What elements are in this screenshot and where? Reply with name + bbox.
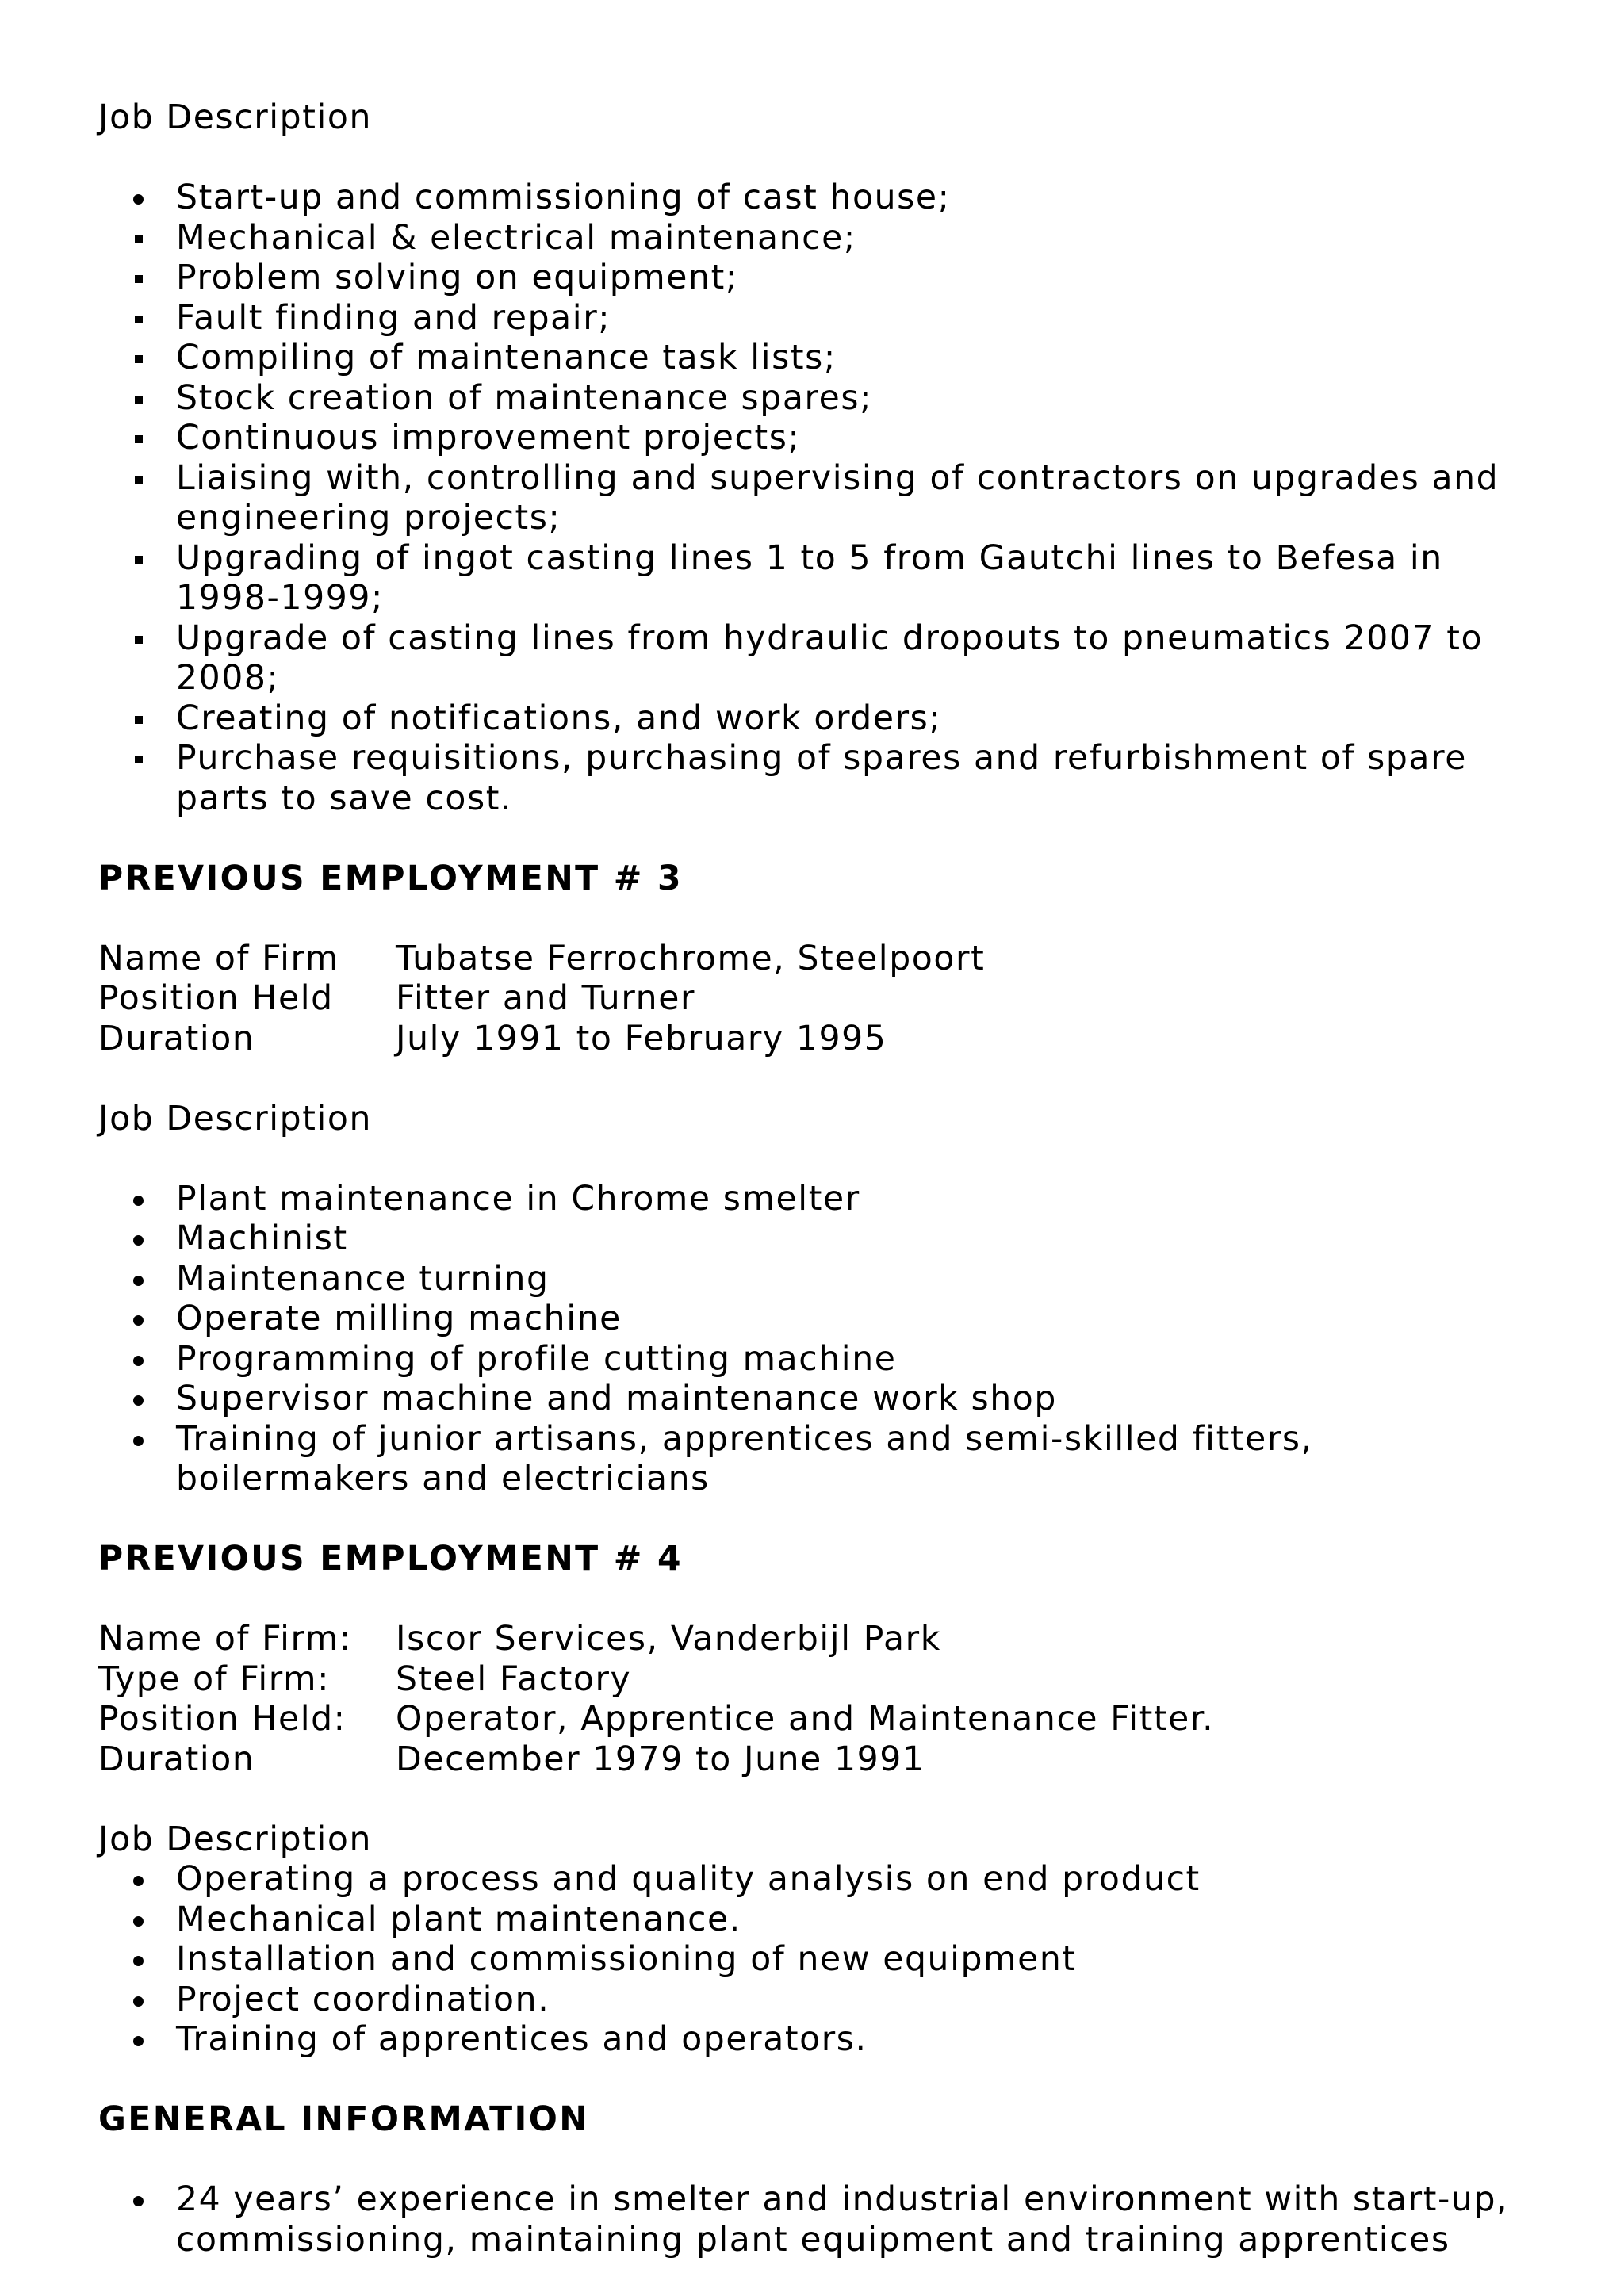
list-item: Start-up and commissioning of cast house; [176, 178, 951, 217]
field-value: Operator, Apprentice and Maintenance Fitter. [396, 1700, 1215, 1739]
list-item: Problem solving on equipment; [176, 258, 738, 297]
field-row [98, 1020, 1542, 1060]
list-item: Operate milling machine [176, 1299, 622, 1338]
section-heading-general-information: GENERAL INFORMATION [98, 2100, 590, 2139]
field-row [98, 1660, 1542, 1701]
field-value: July 1991 to February 1995 [396, 1019, 887, 1058]
field-label: Position Held [98, 979, 334, 1018]
field-value: Steel Factory [396, 1659, 632, 1699]
list-item: Mechanical & electrical maintenance; [176, 218, 856, 258]
field-value: Iscor Services, Vanderbijl Park [396, 1620, 941, 1659]
list-item: Training of junior artisans, apprentices and semi-skilled fitters, boilermakers and electricians [176, 1419, 1313, 1498]
list-item: Upgrade of casting lines from hydraulic dropouts to pneumatics 2007 to 2008; [176, 618, 1484, 698]
field-row [98, 1700, 1542, 1740]
list-item: Compiling of maintenance task lists; [176, 339, 837, 377]
list-item: Liaising with, controlling and supervising of contractors on upgrades and engineering projects; [176, 458, 1500, 538]
job-description-title: Job Description [98, 1099, 373, 1138]
field-label: Name of Firm: [98, 1620, 352, 1659]
list-item: Continuous improvement projects; [176, 419, 801, 457]
job-description-list [98, 178, 1542, 819]
field-label: Position Held: [98, 1700, 347, 1739]
field-value: December 1979 to June 1991 [396, 1739, 925, 1779]
list-item: Operating a process and quality analysis on end product [176, 1860, 1201, 1899]
general-information-list [98, 2180, 1542, 2260]
list-item: Project coordination. [176, 1980, 550, 2019]
resume-content [98, 98, 1542, 2260]
job-description-title: Job Description [98, 98, 373, 137]
section-heading-employment-3: PREVIOUS EMPLOYMENT # 3 [98, 859, 683, 898]
field-label: Duration [98, 1739, 255, 1779]
field-row [98, 1620, 1542, 1660]
list-item: Supervisor machine and maintenance work shop [176, 1380, 1057, 1418]
list-item: 24 years’ experience in smelter and industrial environment with start-up, commissioning, maintaining plant equipment and training apprentices [176, 2180, 1509, 2260]
field-row [98, 1740, 1542, 1781]
field-value: Fitter and Turner [396, 979, 696, 1018]
field-value: Tubatse Ferrochrome, Steelpoort [396, 939, 986, 978]
list-item: Fault finding and repair; [176, 298, 611, 338]
list-item: Plant maintenance in Chrome smelter [176, 1179, 860, 1219]
field-row [98, 939, 1542, 980]
list-item: Installation and commissioning of new equipment [176, 1940, 1077, 1979]
list-item: Machinist [176, 1219, 348, 1258]
job-description-list [98, 1860, 1542, 2061]
list-item: Training of apprentices and operators. [176, 2020, 868, 2059]
field-label: Duration [98, 1019, 255, 1058]
list-item: Programming of profile cutting machine [176, 1339, 897, 1379]
job-description-title: Job Description [98, 1820, 373, 1859]
list-item: Mechanical plant maintenance. [176, 1900, 741, 1939]
field-row [98, 979, 1542, 1020]
job-description-list [98, 1180, 1542, 1500]
list-item: Maintenance turning [176, 1259, 550, 1299]
list-item: Creating of notifications, and work orders; [176, 698, 942, 738]
field-label: Type of Firm: [98, 1659, 331, 1699]
list-item: Upgrading of ingot casting lines 1 to 5 from Gautchi lines to Befesa in 1998-1999; [176, 538, 1443, 618]
section-heading-employment-4: PREVIOUS EMPLOYMENT # 4 [98, 1540, 683, 1578]
field-label: Name of Firm [98, 939, 339, 978]
list-item: Stock creation of maintenance spares; [176, 378, 873, 418]
list-item: Purchase requisitions, purchasing of spares and refurbishment of spare parts to save cost. [176, 739, 1467, 818]
